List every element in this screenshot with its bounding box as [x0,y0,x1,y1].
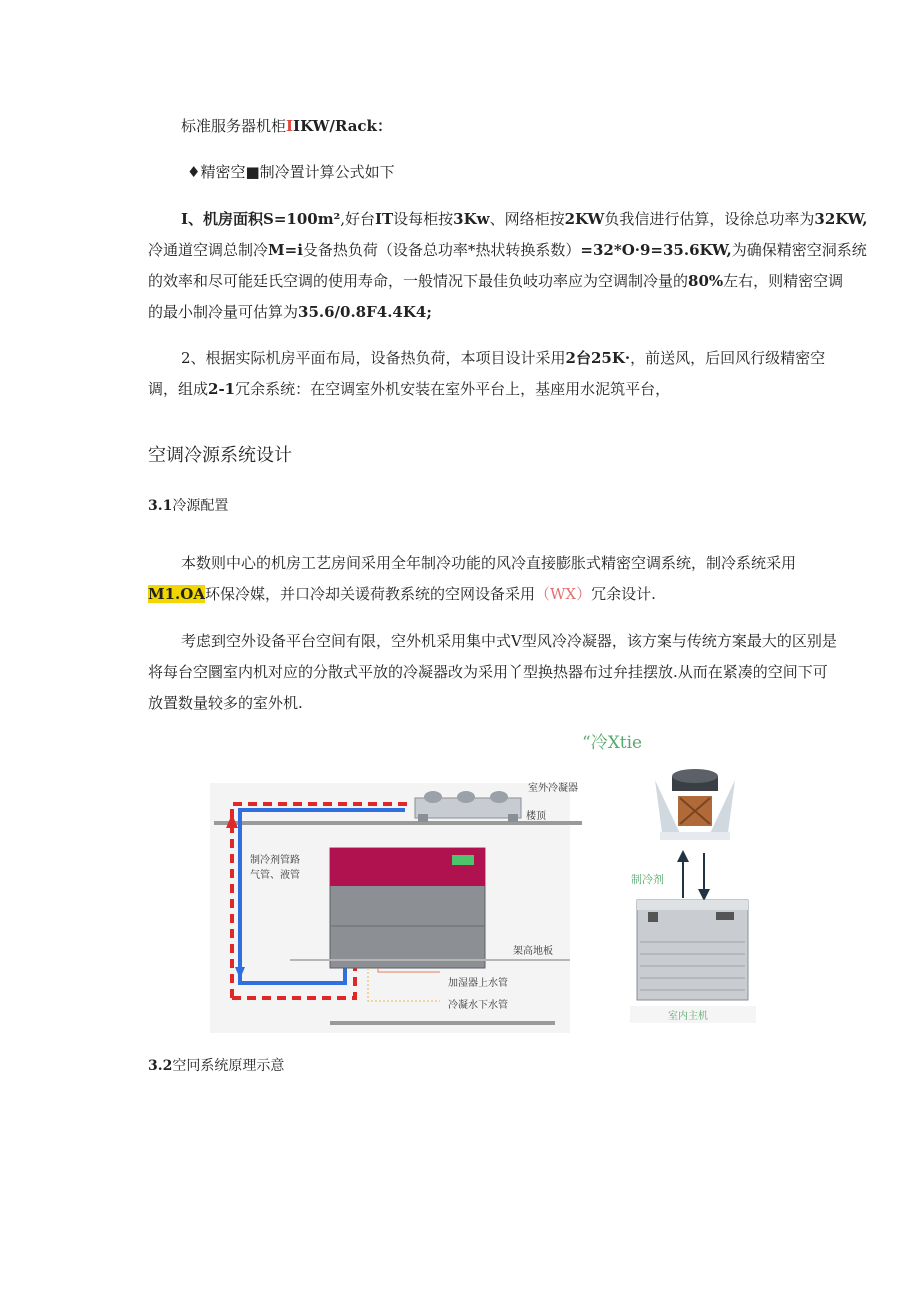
cooling-system-diagram [0,728,920,1038]
gas-liquid-label: 气管、液管 [250,870,300,881]
para4-line2: 将每台空圜室内机对应的分散式平放的冷凝器改为采用丫型换热器布过弁挂摆放.从而在紧凑的空间下可 [148,663,828,681]
roof-label: 楼顶 [526,811,546,822]
indoor-unit-label: 室内主机 [668,1011,708,1022]
para2-line1: 2、根据实际机房平面布局，设备热负荷，本项目设计采用2台25K·，前送风，后回风行级精密空 [181,349,826,367]
drain-pipe-label: 冷凝水下水管 [448,1000,508,1011]
formula-intro-line: ♦精密空■制冷置计算公式如下 [187,163,395,181]
para4-line3: 放置数量较多的室外机. [148,694,303,712]
para1-line2: 冷通道空调总制冷M=i殳备热负荷（设备总功率*热状转换系数）=32*O·9=35.6KW,为确保精密空洞系统 [148,241,867,259]
raised-floor-label: 架高地板 [513,946,553,957]
v-condenser-icon [655,769,735,840]
para3-line2: M1.OA环保冷媒，并口冷却关谖荷教系统的空网设备采用（WX）冗余设计. [148,585,656,603]
para1-line4: 的最小制冷量可估算为35.6/0.8F4.4K4; [148,303,432,321]
para2-line2: 调，组成2-1冗余系统：在空调室外机安装在室外平台上，基座用水泥筑平台， [148,380,671,398]
para1-line3: 的效率和尽可能廷氏空调的使用寿命，一般情况下最佳负岐功率应为空调制冷量的80%左右，则精密空调 [148,272,844,290]
subsection-3-2: 3.2空冋系统原理示意 [148,1058,285,1074]
para3-line1: 本数则中心的机房工艺房间采用全年制冷功能的风冷直接膨胀式精密空调系统，制冷系统采用 [181,554,797,572]
left-schematic [210,781,582,1033]
outdoor-condenser-label: 室外冷凝器 [528,783,578,794]
indoor-ac-unit [330,848,485,968]
humidifier-pipe-label: 加湿器上水管 [448,978,508,989]
right-graphic [582,733,756,1023]
para1-line1: I、机房面积S=100m²,好台IT设每柜按3Kw、网络柜按2KW负我信进行估算，设徐总功率为32KW, [181,210,868,228]
indoor-unit-icon [630,900,756,1023]
right-caption: “冷Xtie [582,733,643,753]
subsection-3-1: 3.1冷源配置 [148,498,229,514]
section-heading: 空调冷源系统设计 [148,445,292,466]
refrigerant-pipe-label: 制冷剂管路 [250,855,300,866]
para4-line1: 考虑到空外设备平台空间有限，空外机采用集中式V型风冷冷凝器，该方案与传统方案最大的区别是 [181,632,837,650]
rack-power-line: 标准服务器机柜IIKW/Rack： [181,117,392,135]
refrigerant-label: 制冷剂 [631,873,664,886]
outdoor-condenser [415,791,521,822]
